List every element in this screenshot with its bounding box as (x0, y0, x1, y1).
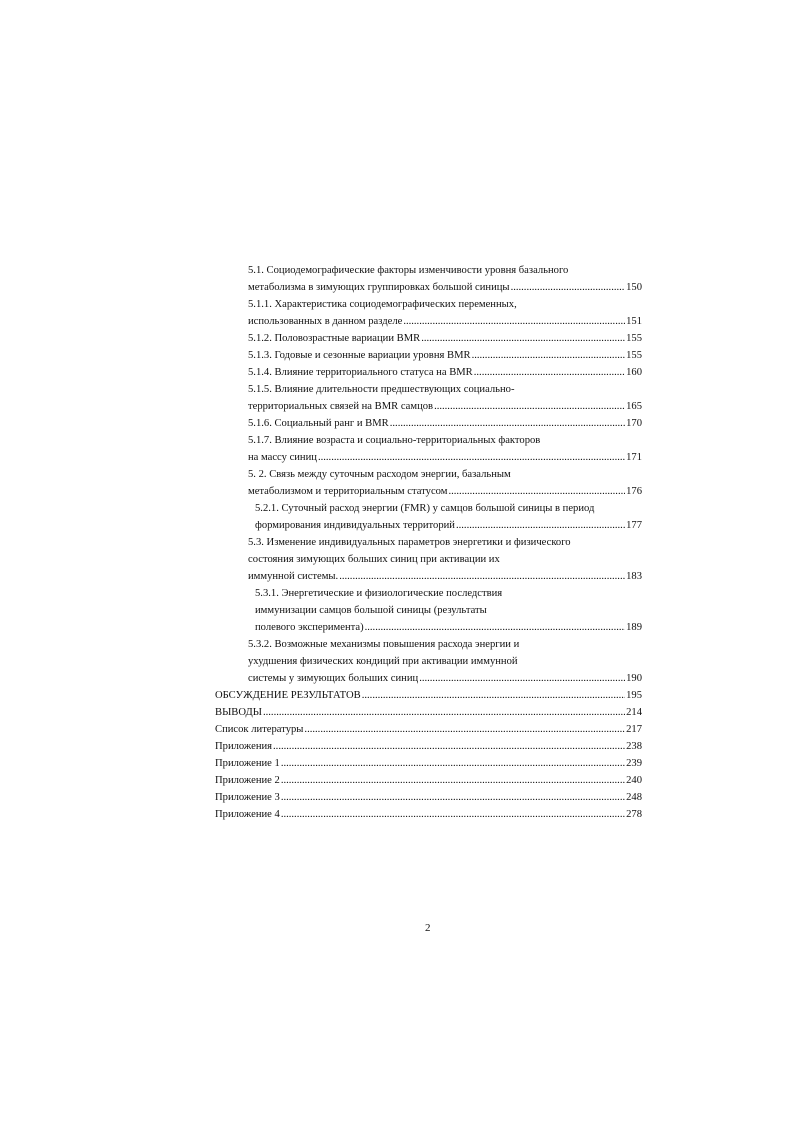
toc-entry-title: ухудшения физических кондиций при активации иммунной (248, 656, 518, 667)
toc-entry (215, 653, 642, 670)
toc-leader-dots (448, 483, 625, 500)
toc-entry-title: 5.1.1. Характеристика социодемографических переменных, (248, 299, 517, 310)
toc-entry-title: 5.1. Социодемографические факторы изменчивости уровня базального (248, 265, 569, 276)
toc-entry-title: 5. 2. Связь между суточным расходом энергии, базальным (248, 469, 511, 480)
toc-entry (215, 364, 642, 381)
toc-entry-title: 5.1.5. Влияние длительности предшествующих социально- (248, 384, 515, 395)
toc-entry-title: использованных в данном разделе (248, 316, 403, 327)
toc-entry (215, 755, 642, 772)
toc-leader-dots (281, 755, 625, 772)
toc-entry (215, 585, 642, 602)
toc-entry (215, 296, 642, 313)
toc-entry-page: 195 (626, 690, 642, 701)
toc-entry-title: 5.1.3. Годовые и сезонные вариации уровня BMR (248, 350, 471, 361)
toc-entry-title: системы у зимующих больших синиц (248, 673, 419, 684)
toc-entry (215, 466, 642, 483)
toc-leader-dots (318, 449, 625, 466)
toc-entry-title: 5.1.2. Половозрастные вариации BMR (248, 333, 421, 344)
toc-entry (215, 687, 642, 704)
toc-entry-title: иммунной системы. (248, 571, 339, 582)
toc-entry-page: 176 (626, 486, 642, 497)
toc-entry-title: 5.1.4. Влияние территориального статуса на BMR (248, 367, 473, 378)
toc-entry (215, 806, 642, 823)
toc-leader-dots (281, 772, 625, 789)
toc-entry (215, 517, 642, 534)
toc-entry (215, 313, 642, 330)
table-of-contents (215, 262, 642, 823)
toc-entry-page: 240 (626, 775, 642, 786)
toc-leader-dots (263, 704, 625, 721)
toc-leader-dots (390, 415, 625, 432)
toc-entry-page: 160 (626, 367, 642, 378)
toc-entry (215, 262, 642, 279)
toc-entry-page: 151 (626, 316, 642, 327)
toc-entry (215, 381, 642, 398)
toc-leader-dots (281, 789, 625, 806)
toc-entry-page: 278 (626, 809, 642, 820)
toc-entry-page: 170 (626, 418, 642, 429)
toc-entry (215, 772, 642, 789)
toc-entry-title: Приложение 2 (215, 775, 280, 786)
toc-entry-page: 248 (626, 792, 642, 803)
toc-entry-title: метаболизма в зимующих группировках большой синицы (248, 282, 510, 293)
toc-entry-title: 5.2.1. Суточный расход энергии (FMR) у самцов большой синицы в период (255, 503, 595, 514)
toc-entry-page: 150 (626, 282, 642, 293)
toc-leader-dots (339, 568, 625, 585)
toc-entry (215, 398, 642, 415)
toc-entry-page: 155 (626, 350, 642, 361)
toc-entry-title: метаболизмом и территориальным статусом (248, 486, 448, 497)
toc-entry-page: 190 (626, 673, 642, 684)
toc-entry (215, 619, 642, 636)
toc-entry (215, 415, 642, 432)
toc-leader-dots (434, 398, 625, 415)
toc-entry-title: 5.1.7. Влияние возраста и социально-территориальных факторов (248, 435, 541, 446)
toc-entry (215, 721, 642, 738)
toc-entry-title: Приложение 4 (215, 809, 280, 820)
toc-leader-dots (273, 738, 625, 755)
toc-entry-title: 5.3.2. Возможные механизмы повышения расхода энергии и (248, 639, 520, 650)
toc-entry (215, 500, 642, 517)
toc-entry-title: 5.1.6. Социальный ранг и BMR (248, 418, 389, 429)
toc-entry (215, 330, 642, 347)
toc-entry (215, 347, 642, 364)
toc-leader-dots (365, 619, 626, 636)
toc-leader-dots (281, 806, 625, 823)
toc-leader-dots (474, 364, 625, 381)
toc-entry-page: 165 (626, 401, 642, 412)
toc-entry-title: ВЫВОДЫ (215, 707, 262, 718)
toc-entry-title: территориальных связей на BMR самцов (248, 401, 434, 412)
toc-entry-page: 177 (626, 520, 642, 531)
toc-entry-page: 239 (626, 758, 642, 769)
toc-entry-title: Приложение 3 (215, 792, 280, 803)
toc-entry-page: 155 (626, 333, 642, 344)
toc-entry (215, 789, 642, 806)
toc-entry (215, 551, 642, 568)
toc-entry-page: 214 (626, 707, 642, 718)
toc-entry-page: 171 (626, 452, 642, 463)
toc-entry (215, 279, 642, 296)
toc-leader-dots (419, 670, 625, 687)
toc-entry-page: 183 (626, 571, 642, 582)
toc-entry (215, 602, 642, 619)
toc-entry-title: иммунизации самцов большой синицы (результаты (255, 605, 487, 616)
toc-entry-page: 238 (626, 741, 642, 752)
toc-entry-page: 189 (626, 622, 642, 633)
toc-entry (215, 568, 642, 585)
toc-leader-dots (403, 313, 625, 330)
toc-entry-title: Список литературы (215, 724, 304, 735)
toc-entry-title: формирования индивидуальных территорий (255, 520, 455, 531)
toc-entry-title: Приложения (215, 741, 273, 752)
toc-entry-title: полевого эксперимента) (255, 622, 364, 633)
toc-leader-dots (304, 721, 625, 738)
toc-leader-dots (472, 347, 626, 364)
toc-entry-title: на массу синиц (248, 452, 317, 463)
toc-entry (215, 534, 642, 551)
toc-entry-title: 5.3. Изменение индивидуальных параметров энергетики и физического (248, 537, 571, 548)
toc-entry (215, 738, 642, 755)
toc-entry-title: Приложение 1 (215, 758, 280, 769)
toc-entry (215, 483, 642, 500)
toc-entry-title: 5.3.1. Энергетические и физиологические последствия (255, 588, 503, 599)
toc-entry-title: ОБСУЖДЕНИЕ РЕЗУЛЬТАТОВ (215, 690, 361, 701)
toc-leader-dots (362, 687, 625, 704)
toc-entry-title: состояния зимующих больших синиц при активации их (248, 554, 500, 565)
toc-entry (215, 432, 642, 449)
toc-entry (215, 704, 642, 721)
toc-leader-dots (421, 330, 625, 347)
page-number: 2 (425, 922, 431, 934)
toc-entry (215, 449, 642, 466)
toc-entry-page: 217 (626, 724, 642, 735)
toc-entry (215, 636, 642, 653)
toc-entry (215, 670, 642, 687)
toc-leader-dots (456, 517, 625, 534)
toc-leader-dots (511, 279, 626, 296)
